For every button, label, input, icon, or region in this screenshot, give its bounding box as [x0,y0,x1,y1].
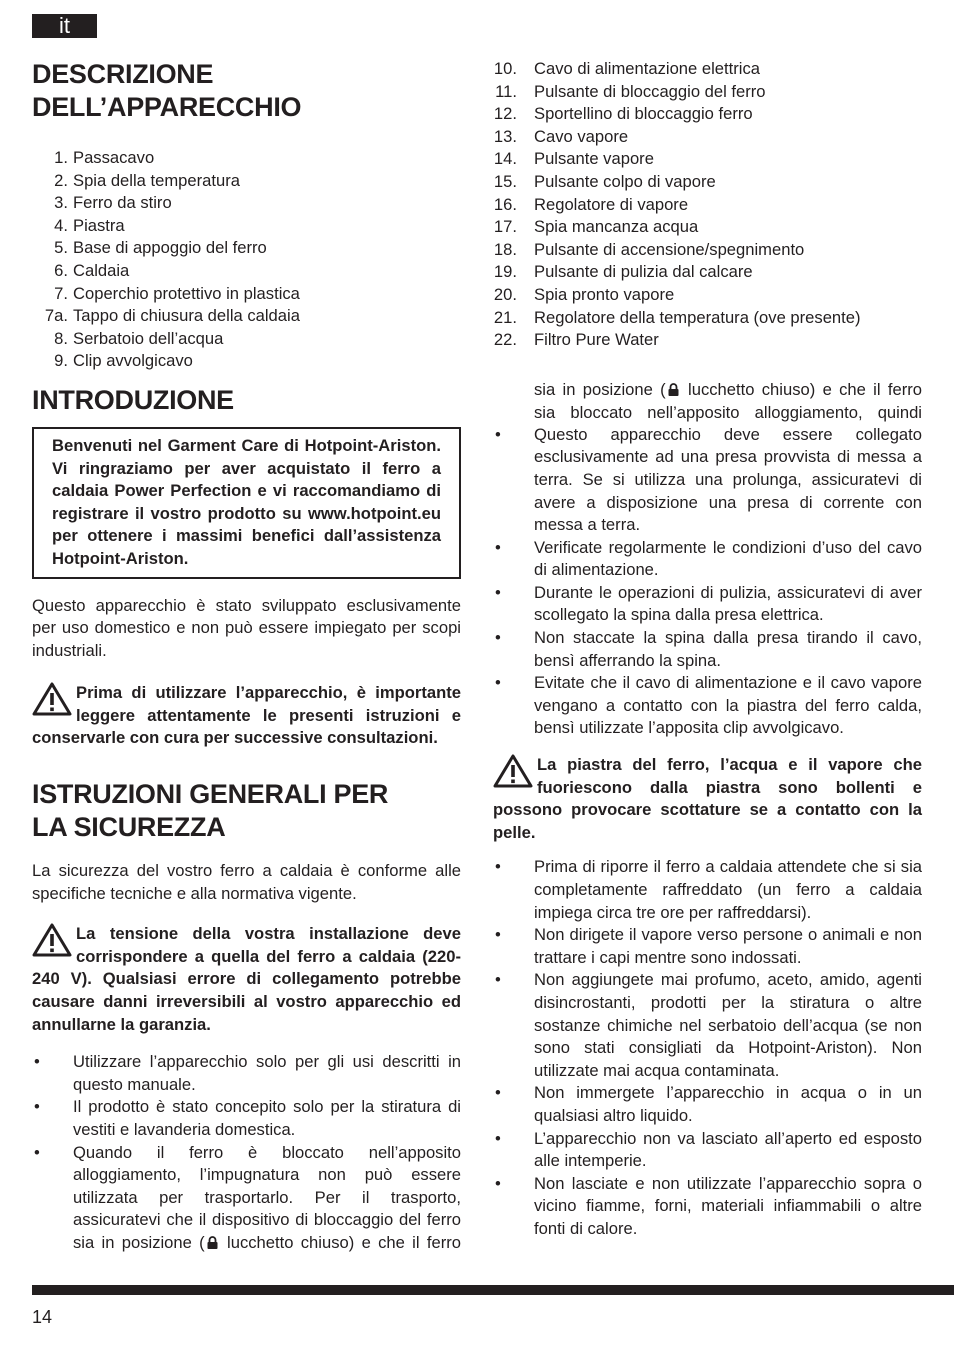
safety-title [32,778,461,844]
right-column [493,58,922,1241]
list-item [493,126,922,149]
list-item-label: Pulsante di pulizia dal calcare [534,262,753,282]
list-item [493,239,922,262]
list-item-number: 16. [493,194,517,214]
lock-bullet-continuation-end: lucchetto chiuso) e che il ferro sia bloccato nell’apposito alloggiamento, quindi [534,380,922,422]
warning-triangle-icon [493,754,533,788]
list-item-number: 21. [493,307,517,327]
list-item-number: 14. [493,149,517,169]
list-item-label: Clip avvolgicavo [73,351,193,371]
hot-warning [493,754,922,844]
list-item-number: 19. [493,262,517,282]
list-item: • Non lasciate e non utilizzate l’apparecchio sopra o vicino fiamme, forni, materiali infiammabili o altre fonti di calore. [493,1173,922,1241]
list-item-number: 13. [493,126,517,146]
safety-title-line2: LA SICUREZZA [32,812,226,843]
list-item: • Il prodotto è stato concepito solo per la stiratura di vestiti e lavanderia domestica. [32,1096,461,1141]
list-item: • Non aggiungete mai profumo, aceto, amido, agenti disincrostanti, prodotti per la stiratura o altre sostanze chimiche nel serbatoio dell’acqua (se non sono stati consigliati da Hotpoint-Ariston). Non utilizzate mai acqua contaminata. [493,969,922,1082]
intro-title: INTRODUZIONE [32,384,234,415]
voltage-warning-text: La tensione della vostra installazione deve corrispondere a quella del ferro a caldaia (220-240 V). Qualsiasi errore di collegamento potrebbe causare danni irreversibili al vostro apparecchio ed annullarne la garanzia. [32,924,461,1034]
list-item [32,237,461,260]
safety-bullets-right-a [493,424,922,740]
list-item [493,58,922,81]
list-item-label: Sportellino di bloccaggio ferro [534,104,753,124]
list-item-number: 17. [493,217,517,237]
list-item-number: 10. [493,59,517,78]
list-item [493,284,922,307]
list-item-label: Coperchio protettivo in plastica [73,283,300,303]
list-item: • Verificate regolarmente le condizioni d’uso del cavo di alimentazione. [493,537,922,582]
list-item [32,305,461,328]
safety-bullets-right-b [493,856,922,1240]
list-item [493,81,922,104]
list-item-number: 12. [493,104,517,124]
list-item: • Utilizzare l’apparecchio solo per gli usi descritti in questo manuale. [32,1051,461,1096]
list-item-label: Serbatoio dell’acqua [73,328,224,348]
list-item [32,260,461,283]
list-item-label: Cavo vapore [534,126,629,146]
description-title-line2: DELL’APPARECCHIO [32,92,302,122]
safety-title-line1: ISTRUZIONI GENERALI PER [32,779,389,810]
hot-warning-text: La piastra del ferro, l’acqua e il vapore che fuoriescono dalla piastra sono bollenti e possono provocare scottature se a contatto con la pelle. [493,755,922,842]
list-item-label: Spia mancanza acqua [534,217,699,237]
list-item-number: 8. [54,328,68,348]
list-item-label: Pulsante colpo di vapore [534,171,716,191]
list-item [493,194,922,217]
list-item [493,329,922,352]
list-item-label: Pulsante di accensione/spegnimento [534,239,805,259]
list-item [32,147,461,170]
footer-rule [32,1285,954,1295]
list-item-number: 6. [54,260,68,280]
safety-paragraph: La sicurezza del vostro ferro a caldaia è conforme alle specifiche tecniche e alla normativa vigente. [32,861,461,903]
list-item-number: 4. [54,215,68,235]
list-item-label: Pulsante vapore [534,149,654,169]
list-item: • Non dirigete il vapore verso persone o animali e non trattare i capi mentre sono indossati. [493,924,922,969]
list-item: • Questo apparecchio deve essere collegato esclusivamente ad una presa provvista di messa a terra. Se si utilizza una prolunga, assicuratevi di avere a disposizione una presa di corrente con messa a terra. [493,424,922,537]
list-item: • Prima di riporre il ferro a caldaia attendete che si sia completamente raffreddato (un ferro a caldaia impiega circa tre ore per raffreddarsi). [493,856,922,924]
list-item-label: Ferro da stiro [73,193,172,213]
list-item-label: Regolatore di vapore [534,194,689,214]
list-item: • L’apparecchio non va lasciato all’aperto ed esposto alle intemperie. [493,1128,922,1173]
list-item-label: Filtro Pure Water [534,330,659,350]
list-item-number: 11. [495,81,517,101]
padlock-closed-icon [668,383,679,396]
list-item: • Durante le operazioni di pulizia, assicuratevi di aver scollegato la spina dalla presa elettrica. [493,582,922,627]
language-tab: it [32,14,97,38]
list-item [32,283,461,306]
list-item-number: 22. [493,330,517,350]
description-title [32,58,461,124]
list-item-number: 7a. [44,306,68,326]
list-item-number: 20. [493,284,517,304]
list-item-label: Base di appoggio del ferro [73,238,267,258]
list-item [493,148,922,171]
voltage-warning [32,923,461,1036]
list-item [493,103,922,126]
list-item-label: Cavo di alimentazione elettrica [534,59,760,78]
list-item-number: 15. [493,171,517,191]
parts-list-right [493,58,922,352]
page-number: 14 [32,1307,53,1327]
safety-bullets-left [32,1051,461,1254]
lock-bullet-continuation [493,379,922,424]
list-item-label: Caldaia [73,260,130,280]
list-item [32,328,461,351]
list-item-label: Spia pronto vapore [534,284,675,304]
list-item-label: Piastra [73,215,125,235]
list-item [32,215,461,238]
list-item-number: 9. [54,351,68,371]
list-item [493,307,922,330]
list-item-number: 5. [54,238,68,258]
list-item: • Non staccate la spina dalla presa tirando il cavo, bensì afferrando la spina. [493,627,922,672]
list-item [32,350,461,373]
intro-welcome-box [32,427,461,579]
list-item-number: 18. [493,239,517,259]
warning-triangle-icon [32,682,72,716]
list-item-number: 3. [54,193,68,213]
list-item-label: Tappo di chiusura della caldaia [73,306,300,326]
list-item-label: Pulsante di bloccaggio del ferro [534,81,766,101]
warning-triangle-icon [32,923,72,957]
list-item-number: 1. [54,148,68,167]
intro-warning [32,682,461,750]
list-item [493,171,922,194]
list-item [493,216,922,239]
left-column [32,58,461,1255]
lock-bullet-text-end: lucchetto chiuso) e che il ferro [227,1232,461,1252]
list-item-number: 7. [54,283,68,303]
padlock-closed-icon [207,1236,218,1249]
intro-welcome-text: Benvenuti nel Garment Care di Hotpoint-Ariston. Vi ringraziamo per aver acquistato il ferro a caldaia Power Perfection e vi raccomandiamo di registrare il vostro prodotto su www.hotpoint.eu per ottenere i massimi benefici dall’assistenza Hotpoint-Ariston. [52,435,441,568]
list-item [493,261,922,284]
intro-paragraph: Questo apparecchio è stato sviluppato esclusivamente per uso domestico e non può essere impiegato per scopi industriali. [32,595,461,660]
list-item [32,1142,461,1255]
list-item-label: Spia della temperatura [73,170,240,190]
list-item-label: Passacavo [73,148,155,167]
list-item-label: Regolatore della temperatura (ove presente) [534,307,861,327]
parts-list-left [32,147,461,373]
list-item: • Non immergete l’apparecchio in acqua o in un qualsiasi altro liquido. [493,1082,922,1127]
list-item-number: 2. [54,170,68,190]
lock-bullet-text-start: Quando il ferro è bloccato nell’apposito alloggiamento, l’impugnatura non può essere utilizzata per trasportarlo. Per il trasporto, assicuratevi che il dispositivo di bloccaggio del ferro sia in posizione ( [73,1142,461,1252]
description-title-line1: DESCRIZIONE [32,59,214,89]
lock-bullet-continuation-start: sia in posizione ( [534,380,666,400]
list-item [32,170,461,193]
list-item [32,192,461,215]
list-item: • Evitate che il cavo di alimentazione e il cavo vapore vengano a contatto con la piastra del ferro calda, bensì utilizzate l’apposita clip avvolgicavo. [493,672,922,740]
intro-warning-text: Prima di utilizzare l’apparecchio, è importante leggere attentamente le presenti istruzioni e conservarle con cura per successive consultazioni. [32,683,461,748]
